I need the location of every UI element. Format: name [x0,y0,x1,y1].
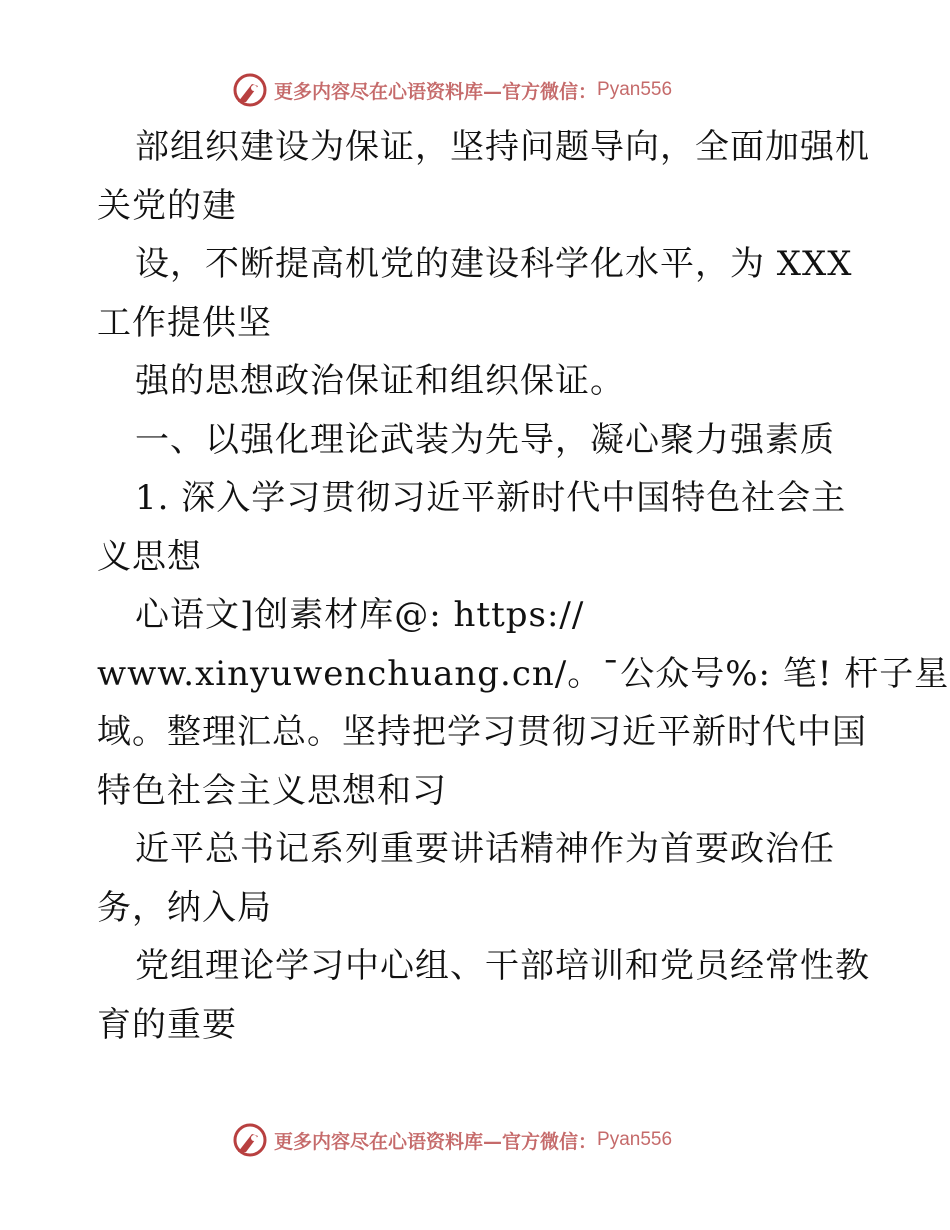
watermark-brand: Pyan556 [597,79,673,100]
body-line: www.xinyuwenchuang.cn/。¯公众号%: 笔! 杆子星 [97,653,950,694]
body-line: 务，纳入局 [97,887,272,928]
footer-watermark [232,1120,672,1160]
watermark-brand: Pyan556 [597,1129,673,1150]
subsection-heading: 1. 深入学习贯彻习近平新时代中国特色社会主 [135,478,847,518]
section-heading: 一、以强化理论武装为先导，凝心聚力强素质 [135,419,835,460]
body-line: 强的思想政治保证和组织保证。 [135,361,625,401]
body-line: 特色社会主义思想和习 [97,770,447,811]
body-line: 义思想 [97,536,202,577]
body-line: 心语文]创素材库@: https:// [135,595,585,635]
document-body [97,118,950,1054]
red-ink-pen-logo-icon [232,1122,268,1158]
body-line: 党组理论学习中心组、干部培训和党员经常性教 [135,946,870,986]
watermark-text: 更多内容尽在心语资料库—官方微信： [274,1130,598,1153]
watermark-text: 更多内容尽在心语资料库—官方微信： [274,80,598,103]
body-line: 工作提供坚 [97,302,272,343]
body-line: 设，不断提高机党的建设科学化水平，为 XXX [135,244,853,284]
body-line: 关党的建 [97,185,237,226]
header-watermark [232,70,672,110]
body-line: 育的重要 [97,1004,237,1045]
body-line: 部组织建设为保证，坚持问题导向，全面加强机 [135,127,870,167]
red-ink-pen-logo-icon [232,72,268,108]
body-line: 域。整理汇总。坚持把学习贯彻习近平新时代中国 [97,712,867,752]
body-line: 近平总书记系列重要讲话精神作为首要政治任 [135,829,835,869]
